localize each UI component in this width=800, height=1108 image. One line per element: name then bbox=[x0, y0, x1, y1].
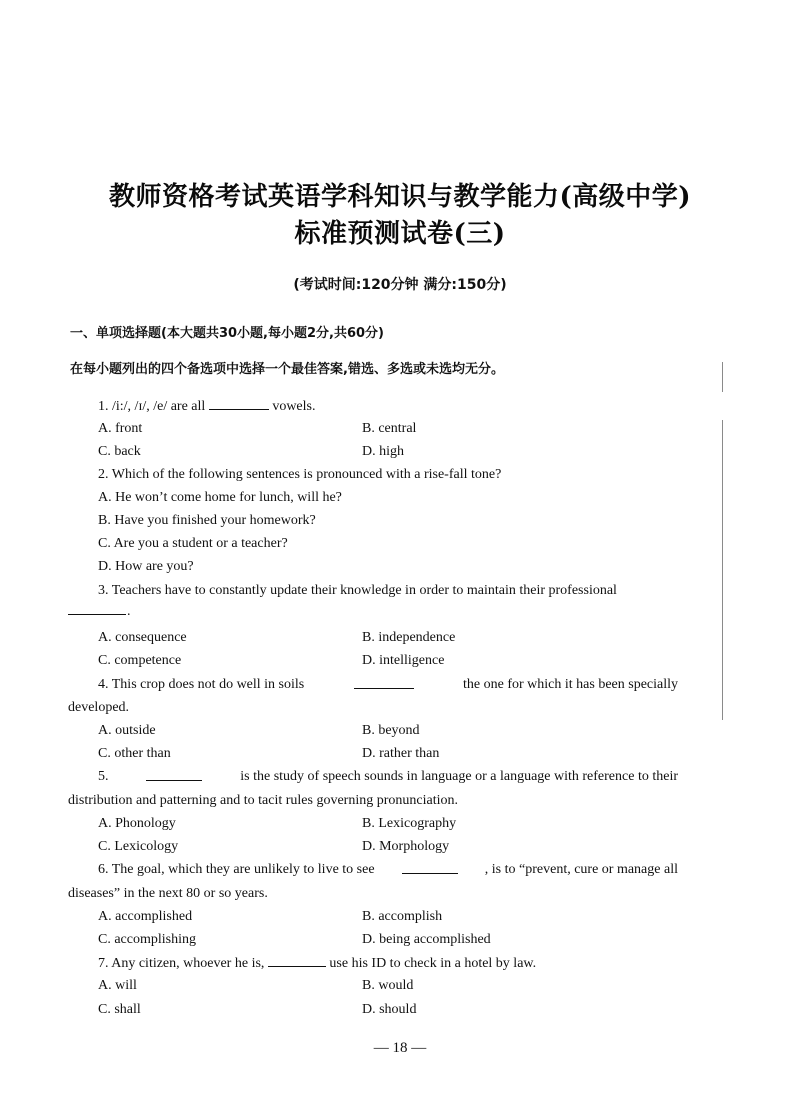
section-instructions: 在每小题列出的四个备选项中选择一个最佳答案,错选、多选或未选均无分。 bbox=[70, 362, 504, 377]
option-c: C. shall bbox=[98, 1002, 141, 1017]
option-d: D. should bbox=[362, 1002, 417, 1017]
question-4-text-after: the one for which it has been specially bbox=[463, 677, 678, 692]
answer-blank bbox=[209, 397, 269, 410]
question-3-stem: 3. Teachers have to constantly update their knowledge in order to maintain their professional bbox=[98, 583, 617, 598]
option-c: C. Lexicology bbox=[98, 839, 179, 854]
option-d: D. high bbox=[362, 444, 404, 459]
option-a: A. consequence bbox=[98, 630, 187, 645]
question-4-text-before: 4. This crop does not do well in soils bbox=[98, 677, 305, 692]
question-7-text-after: use his ID to check in a hotel by law. bbox=[329, 956, 537, 971]
answer-blank bbox=[354, 676, 414, 689]
answer-blank bbox=[268, 954, 326, 967]
option-c: C. Are you a student or a teacher? bbox=[98, 536, 288, 551]
question-7-text-before: 7. Any citizen, whoever he is, bbox=[98, 956, 265, 971]
page-number: — 18 — bbox=[373, 1040, 427, 1056]
option-b: B. independence bbox=[362, 630, 456, 645]
question-3-end: . bbox=[127, 604, 131, 619]
answer-blank bbox=[146, 768, 202, 781]
option-c: C. other than bbox=[98, 746, 171, 761]
paper-title-line1: 教师资格考试英语学科知识与教学能力(高级中学) bbox=[108, 182, 692, 212]
scan-artifact bbox=[722, 362, 723, 392]
question-6-text-before: 6. The goal, which they are unlikely to live to see bbox=[98, 862, 375, 877]
option-b: B. Lexicography bbox=[362, 816, 457, 831]
paper-title-line2: 标准预测试卷(三) bbox=[294, 219, 506, 249]
question-5-text-after: is the study of speech sounds in language or a language with reference to their bbox=[240, 769, 678, 784]
question-5-stem bbox=[98, 768, 678, 786]
question-5-continuation: distribution and patterning and to tacit rules governing pronunciation. bbox=[68, 793, 458, 808]
question-5-number: 5. bbox=[98, 769, 109, 784]
option-a: A. front bbox=[98, 421, 143, 436]
option-d: D. How are you? bbox=[98, 559, 194, 574]
scan-artifact bbox=[722, 420, 723, 720]
option-b: B. accomplish bbox=[362, 909, 443, 924]
option-b: B. Have you finished your homework? bbox=[98, 513, 316, 528]
section-heading: 一、单项选择题(本大题共30小题,每小题2分,共60分) bbox=[70, 326, 384, 341]
option-a: A. accomplished bbox=[98, 909, 193, 924]
option-b: B. beyond bbox=[362, 723, 420, 738]
option-a: A. He won’t come home for lunch, will he? bbox=[98, 490, 342, 505]
answer-blank bbox=[402, 861, 458, 874]
option-b: B. would bbox=[362, 978, 414, 993]
question-1-stem bbox=[98, 397, 315, 416]
question-1-text-after: vowels. bbox=[272, 399, 316, 414]
question-2-stem: 2. Which of the following sentences is pronounced with a rise-fall tone? bbox=[98, 467, 502, 482]
option-d: D. Morphology bbox=[362, 839, 450, 854]
option-c: C. back bbox=[98, 444, 141, 459]
question-4-continuation: developed. bbox=[68, 700, 130, 715]
question-6-continuation: diseases” in the next 80 or so years. bbox=[68, 886, 268, 901]
option-d: D. rather than bbox=[362, 746, 440, 761]
option-a: A. will bbox=[98, 978, 137, 993]
question-7-stem bbox=[98, 954, 536, 973]
option-a: A. outside bbox=[98, 723, 156, 738]
option-b: B. central bbox=[362, 421, 417, 436]
question-1-text-before: 1. /i:/, /ɪ/, /e/ are all bbox=[98, 399, 206, 414]
option-d: D. intelligence bbox=[362, 653, 445, 668]
option-c: C. accomplishing bbox=[98, 932, 196, 947]
exam-info: (考试时间:120分钟 满分:150分) bbox=[293, 277, 507, 293]
option-a: A. Phonology bbox=[98, 816, 176, 831]
answer-blank bbox=[68, 598, 126, 615]
question-4-stem bbox=[98, 676, 678, 694]
option-c: C. competence bbox=[98, 653, 182, 668]
question-6-stem bbox=[98, 861, 678, 879]
question-6-text-after: , is to “prevent, cure or manage all bbox=[484, 862, 678, 877]
option-d: D. being accomplished bbox=[362, 932, 491, 947]
